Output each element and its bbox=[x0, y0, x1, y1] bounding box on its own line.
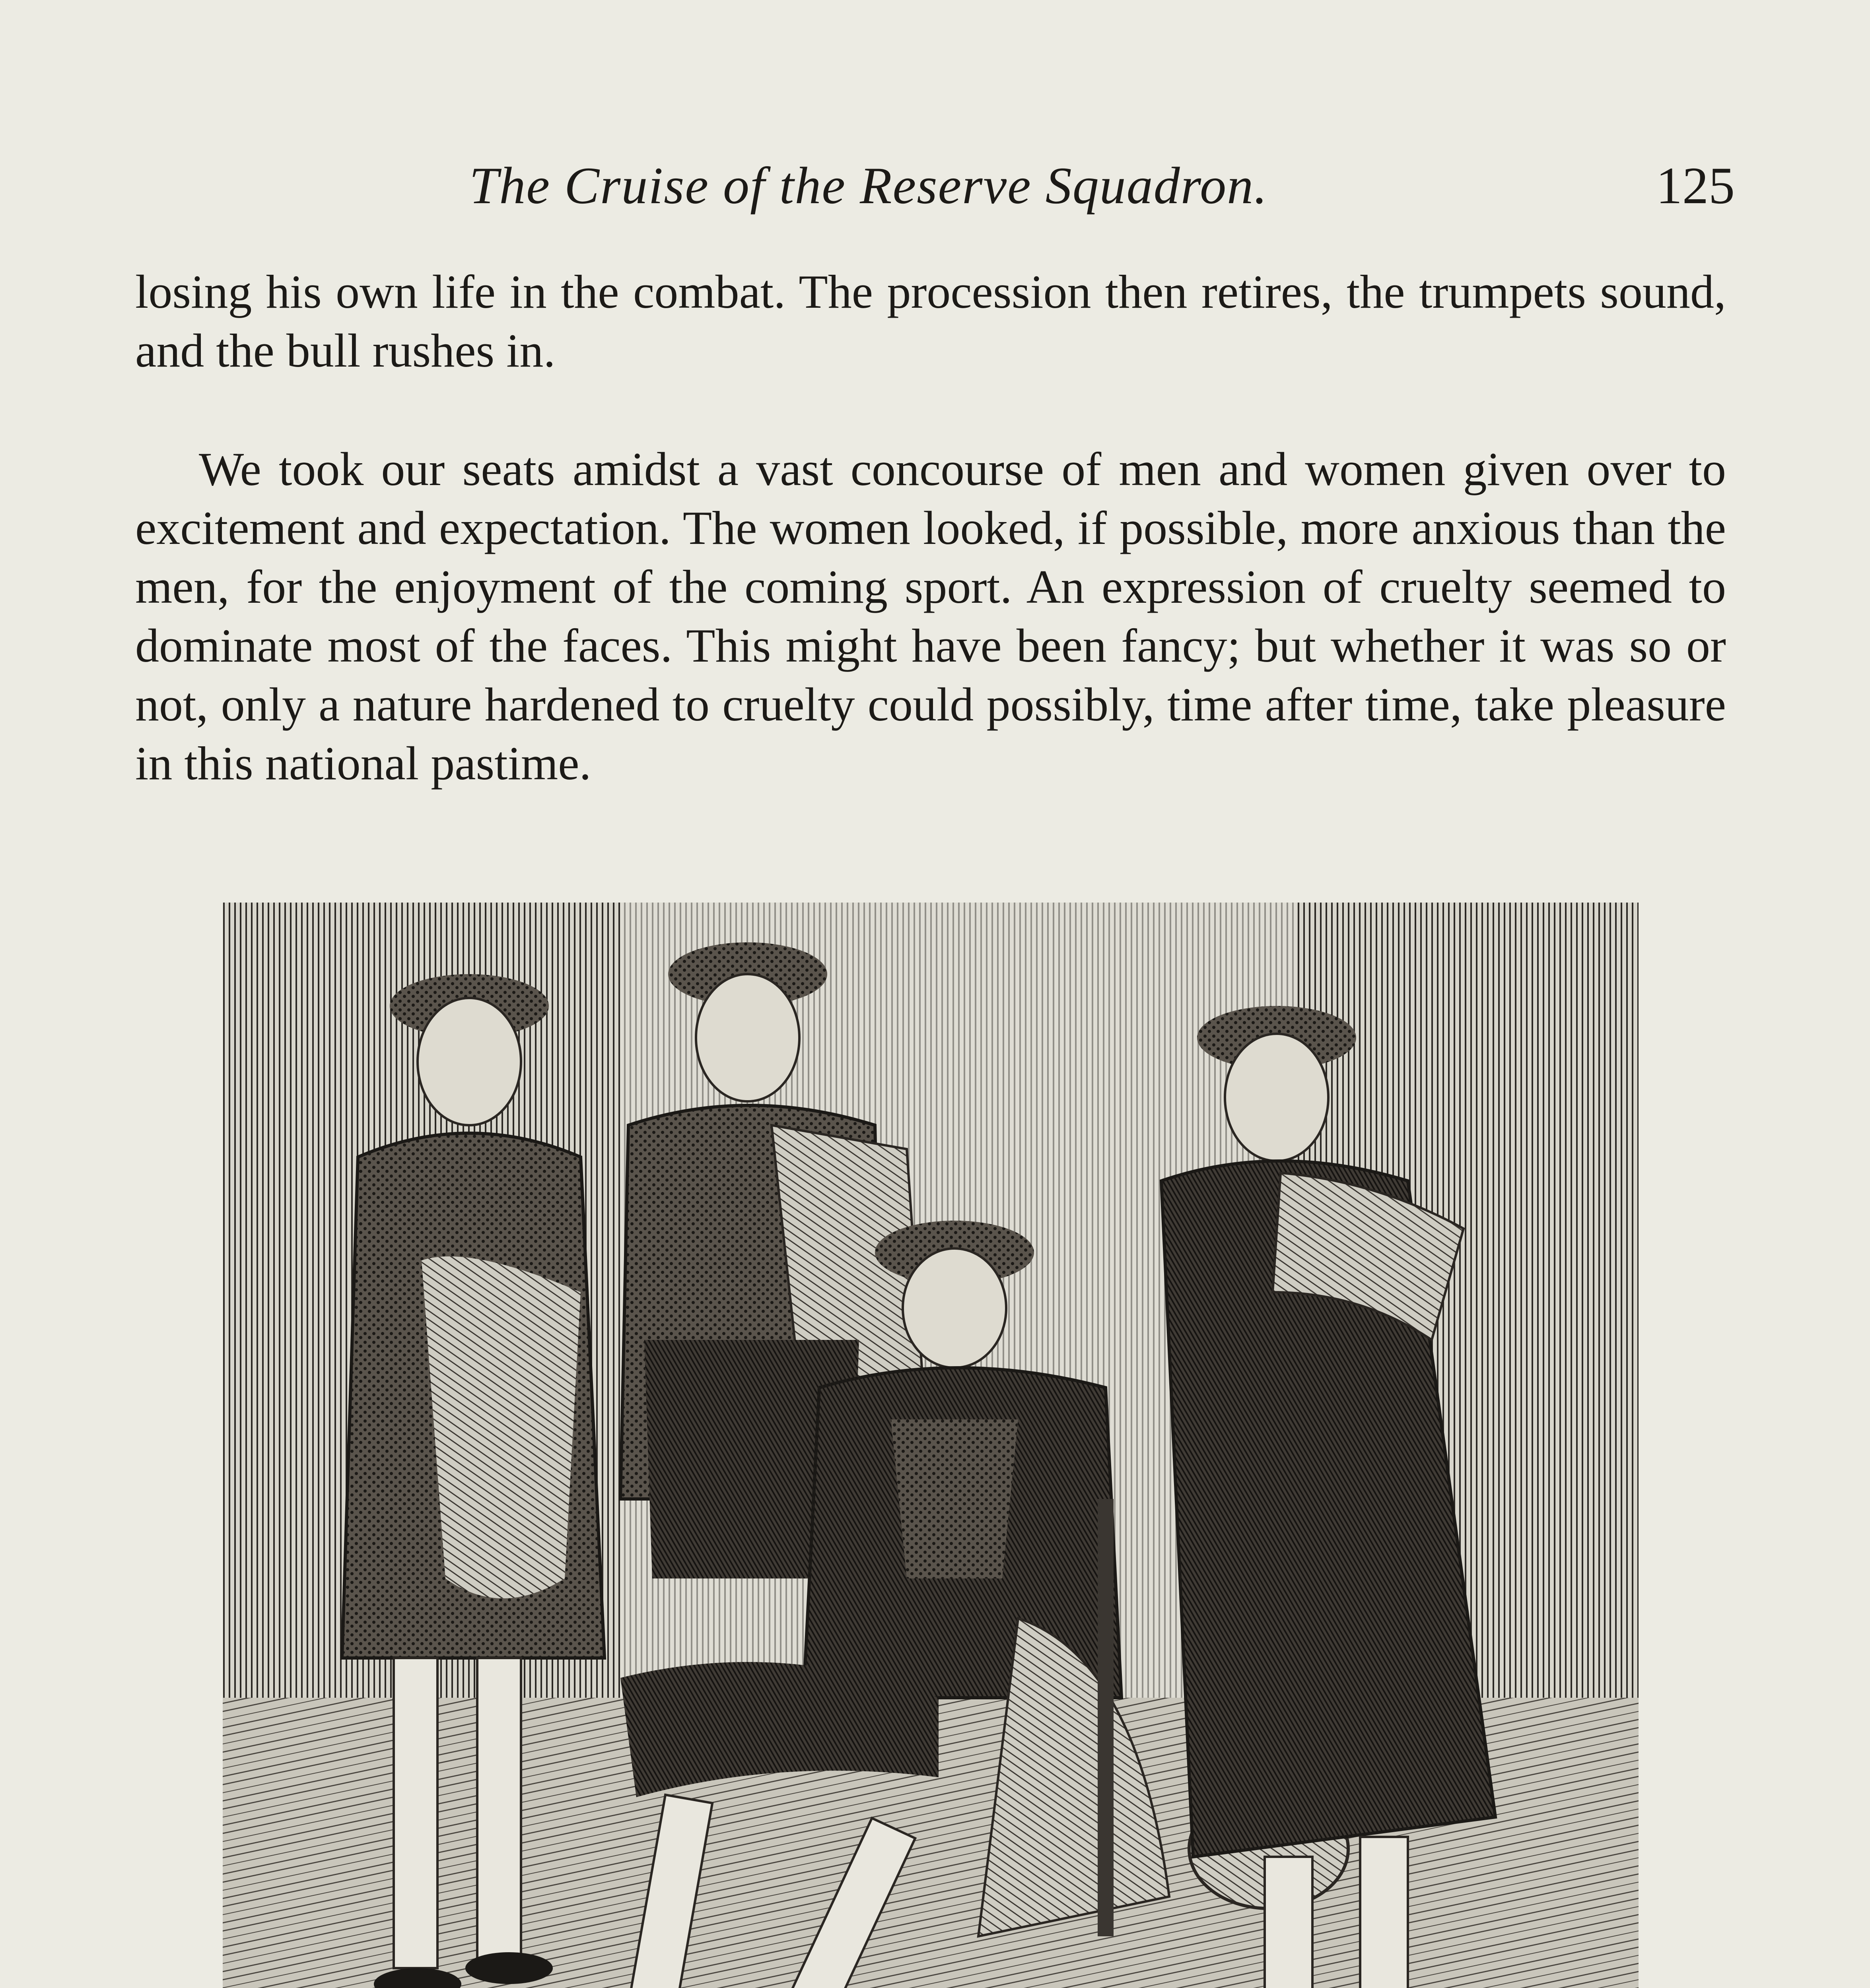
page-header bbox=[135, 147, 1735, 227]
running-title: The Cruise of the Reserve Squadron. bbox=[469, 156, 1268, 215]
paragraph-continuation: losing his own life in the combat. The procession then retires, the trumpets sound, and the bull rushes in. bbox=[135, 265, 1726, 377]
engraving-bull-fighters bbox=[223, 903, 1639, 1988]
page-number: 125 bbox=[1656, 156, 1735, 215]
body-text-top bbox=[135, 262, 1726, 793]
paragraph-seats: We took our seats amidst a vast concourse of men and women given over to excitement and expectation. The women looked, if possible, more anxious than the men, for the enjoyment of the coming sport. An expression of cruelty seemed to dominate most of the faces. This might have been fancy; but whether it was so or not, only a nature hardened to cruelty could possibly, time after time, take pleasure in this national pastime. bbox=[135, 443, 1726, 790]
paragraph-gap bbox=[135, 380, 1726, 440]
engraving-illustration bbox=[223, 903, 1639, 1988]
